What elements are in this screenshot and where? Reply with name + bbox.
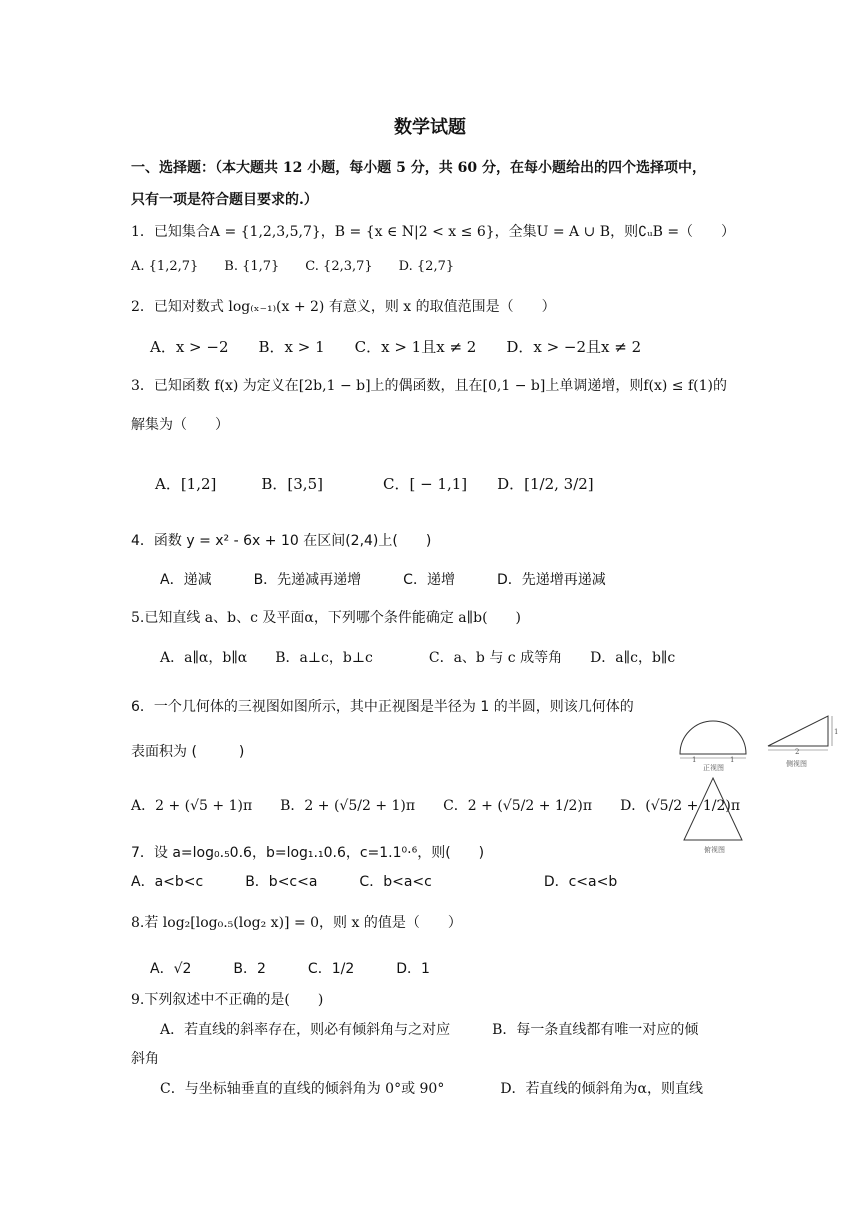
top-view-figure	[678, 774, 748, 856]
question-1-stem: 1．已知集合A = {1,2,3,5,7}，B = {x ∈ N|2 < x ≤ 6}，全集U = A ∪ B，则∁ᵤB =（ ）	[131, 224, 736, 240]
question-6-stem-line1: 6．一个几何体的三视图如图所示，其中正视图是半径为 1 的半圆，则该几何体的	[131, 699, 634, 715]
question-4-options: A．递减 B．先递减再递增 C．递增 D．先递增再递减	[160, 572, 606, 588]
side-dim-bottom: 2	[795, 748, 800, 756]
question-1-options: A. {1,2,7} B. {1,7} C. {2,3,7} D. {2,7}	[131, 259, 455, 274]
question-8-options: A．√2 B．2 C．1/2 D．1	[150, 961, 430, 977]
question-7-options: A．a<b<c B．b<c<a C．b<a<c D．c<a<b	[131, 874, 618, 890]
side-view-caption: 侧视图	[786, 760, 807, 768]
side-view-figure	[764, 712, 844, 772]
question-9-line-a: A．若直线的斜率存在，则必有倾斜角与之对应 B．每一条直线都有唯一对应的倾	[160, 1022, 699, 1038]
question-9-line-c: C．与坐标轴垂直的直线的倾斜角为 0°或 90° D．若直线的倾斜角为α，则直线	[160, 1081, 704, 1097]
question-3-stem-line1: 3．已知函数 f(x) 为定义在[2b,1 − b]上的偶函数，且在[0,1 − b]上单调递增，则f(x) ≤ f(1)的	[131, 378, 727, 394]
question-4-stem: 4．函数 y = x² - 6x + 10 在区间(2,4)上( )	[131, 533, 432, 549]
question-3-options: A．[1,2] B．[3,5] C．[ − 1,1] D．[1/2, 3/2]	[155, 475, 594, 493]
question-9-stem: 9.下列叙述中不正确的是( )	[131, 992, 324, 1008]
front-view-figure	[676, 712, 750, 772]
question-2-options: A．x > −2 B．x > 1 C．x > 1且x ≠ 2 D．x > −2且x ≠ 2	[150, 338, 642, 356]
section-heading-line1: 一、选择题：（本大题共 12 小题，每小题 5 分，共 60 分，在每小题给出的四个选择项中，	[131, 160, 706, 176]
question-5-stem: 5.已知直线 a、b、c 及平面α，下列哪个条件能确定 a∥b( )	[131, 610, 522, 626]
top-view-caption: 俯视图	[704, 846, 725, 854]
question-8-stem: 8.若 log₂[log₀.₅(log₂ x)] = 0，则 x 的值是（ ）	[131, 915, 462, 931]
front-view-caption: 正视图	[703, 764, 724, 772]
semicircle-shape	[680, 721, 746, 754]
question-6-stem-line2: 表面积为 ( )	[131, 744, 245, 760]
page-title: 数学试题	[394, 117, 466, 138]
front-dim-left: 1	[692, 756, 697, 764]
question-7-stem: 7．设 a=log₀.₅0.6，b=log₁.₁0.6，c=1.1⁰·⁶，则( )	[131, 845, 485, 861]
section-heading-line2: 只有一项是符合题目要求的.）	[131, 192, 318, 208]
front-dim-right: 1	[730, 756, 735, 764]
question-2-stem: 2．已知对数式 log₍ₓ₋₁₎(x + 2) 有意义，则 x 的取值范围是（ ）	[131, 299, 556, 315]
question-5-options: A．a∥α，b∥α B．a⊥c，b⊥c C．a、b 与 c 成等角 D．a∥c，b∥c	[160, 650, 676, 666]
question-6-options: A．2 + (√5 + 1)π B．2 + (√5/2 + 1)π C．2 + (√5/2 + 1/2)π D．(√5/2 + 1/2)π	[131, 798, 741, 814]
question-3-stem-line2: 解集为（ ）	[131, 417, 229, 433]
question-9-line-a2: 斜角	[131, 1051, 159, 1067]
isosceles-triangle-shape	[684, 778, 742, 840]
side-dim-right: 1	[834, 728, 839, 736]
right-triangle-shape	[768, 716, 828, 746]
